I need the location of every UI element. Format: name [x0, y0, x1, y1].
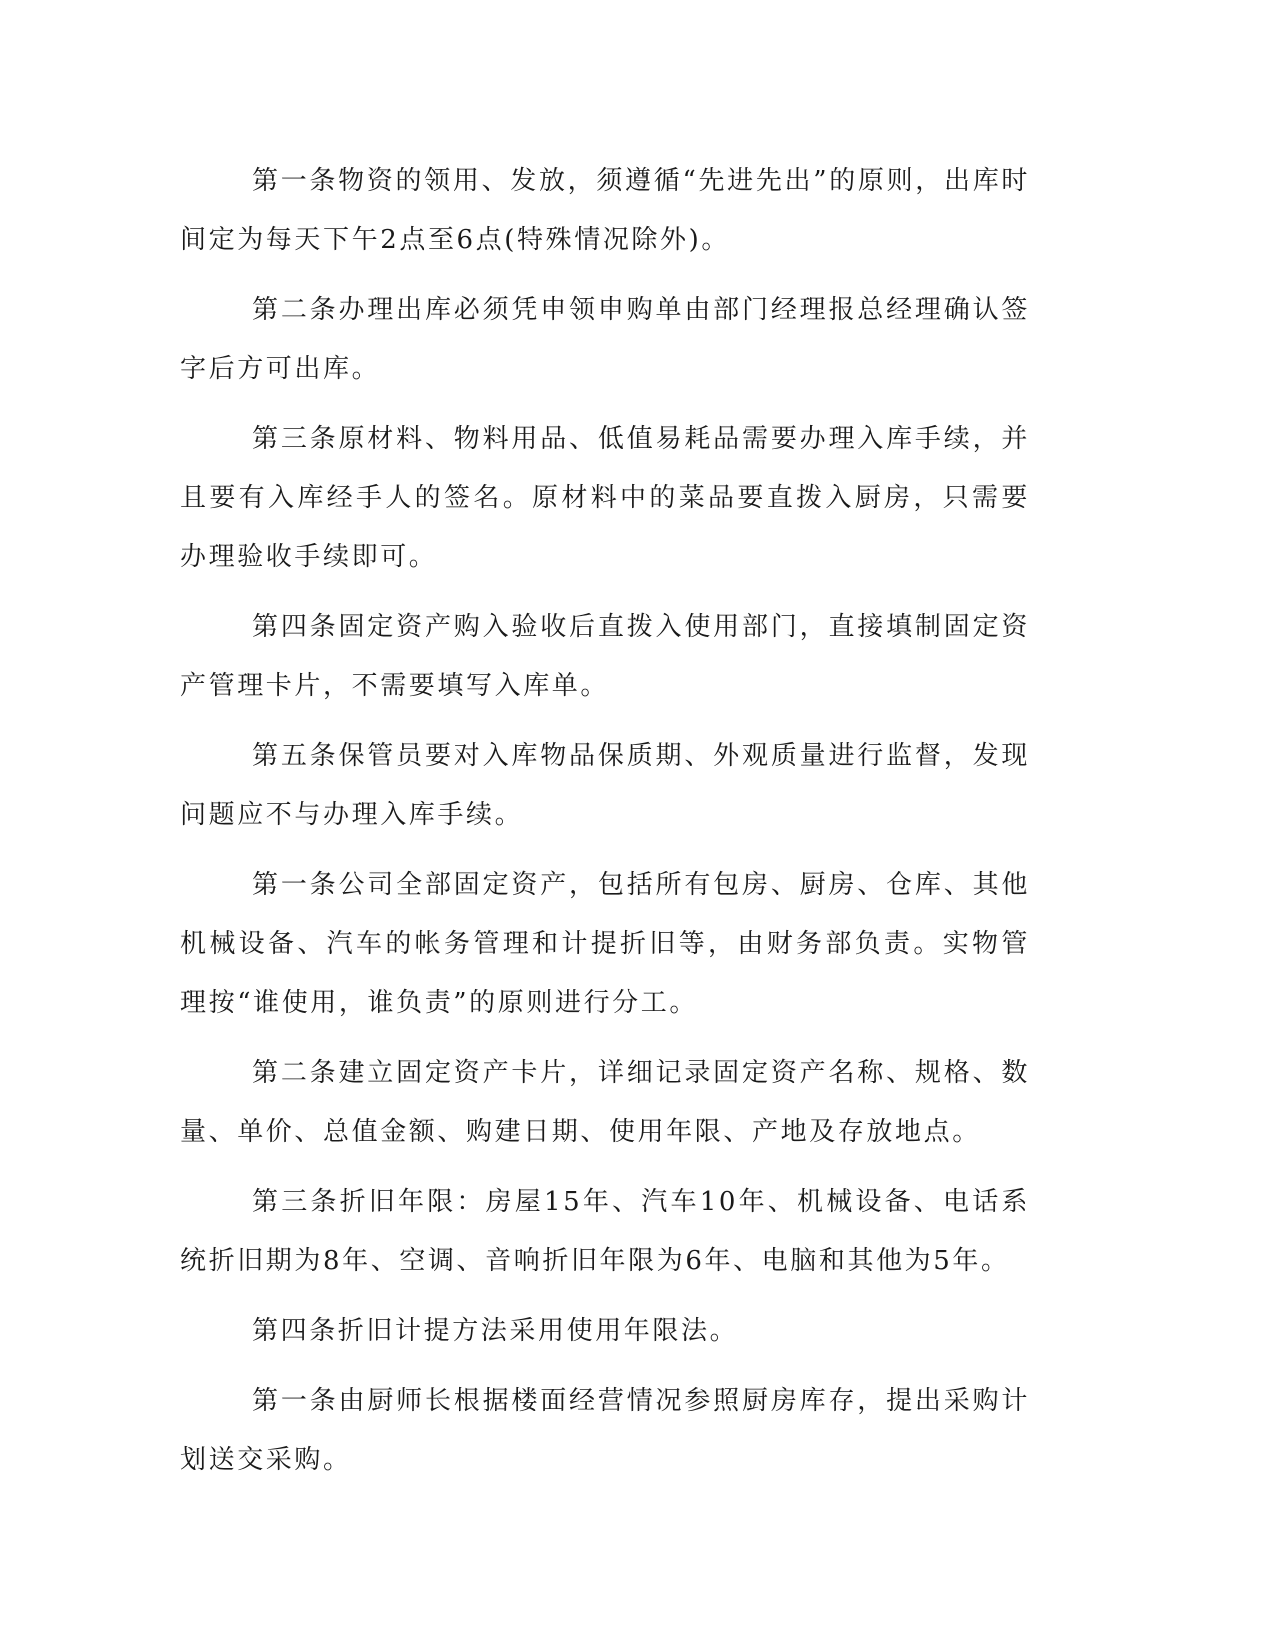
paragraph-2: 第二条办理出库必须凭申领申购单由部门经理报总经理确认签字后方可出库。 [180, 295, 1030, 384]
paragraph-1: 第一条物资的领用、发放，须遵循“先进先出”的原则，出库时间定为每天下午2点至6点(特殊情况除外)。 [180, 166, 1030, 255]
paragraph-8: 第三条折旧年限：房屋15年、汽车10年、机械设备、电话系统折旧期为8年、空调、音响折旧年限为6年、电脑和其他为5年。 [180, 1187, 1030, 1276]
paragraph-10: 第一条由厨师长根据楼面经营情况参照厨房库存，提出采购计划送交采购。 [180, 1386, 1030, 1475]
paragraph-5: 第五条保管员要对入库物品保质期、外观质量进行监督，发现问题应不与办理入库手续。 [180, 741, 1030, 830]
paragraph-7: 第二条建立固定资产卡片，详细记录固定资产名称、规格、数量、单价、总值金额、购建日期、使用年限、产地及存放地点。 [180, 1058, 1030, 1147]
document-page [180, 152, 1030, 1501]
paragraph-3: 第三条原材料、物料用品、低值易耗品需要办理入库手续，并且要有入库经手人的签名。原材料中的菜品要直拨入厨房，只需要办理验收手续即可。 [180, 424, 1030, 572]
paragraph-9: 第四条折旧计提方法采用使用年限法。 [252, 1316, 739, 1346]
paragraph-6: 第一条公司全部固定资产，包括所有包房、厨房、仓库、其他机械设备、汽车的帐务管理和计提折旧等，由财务部负责。实物管理按“谁使用，谁负责”的原则进行分工。 [180, 870, 1030, 1018]
paragraph-4: 第四条固定资产购入验收后直拨入使用部门，直接填制固定资产管理卡片，不需要填写入库单。 [180, 612, 1030, 701]
